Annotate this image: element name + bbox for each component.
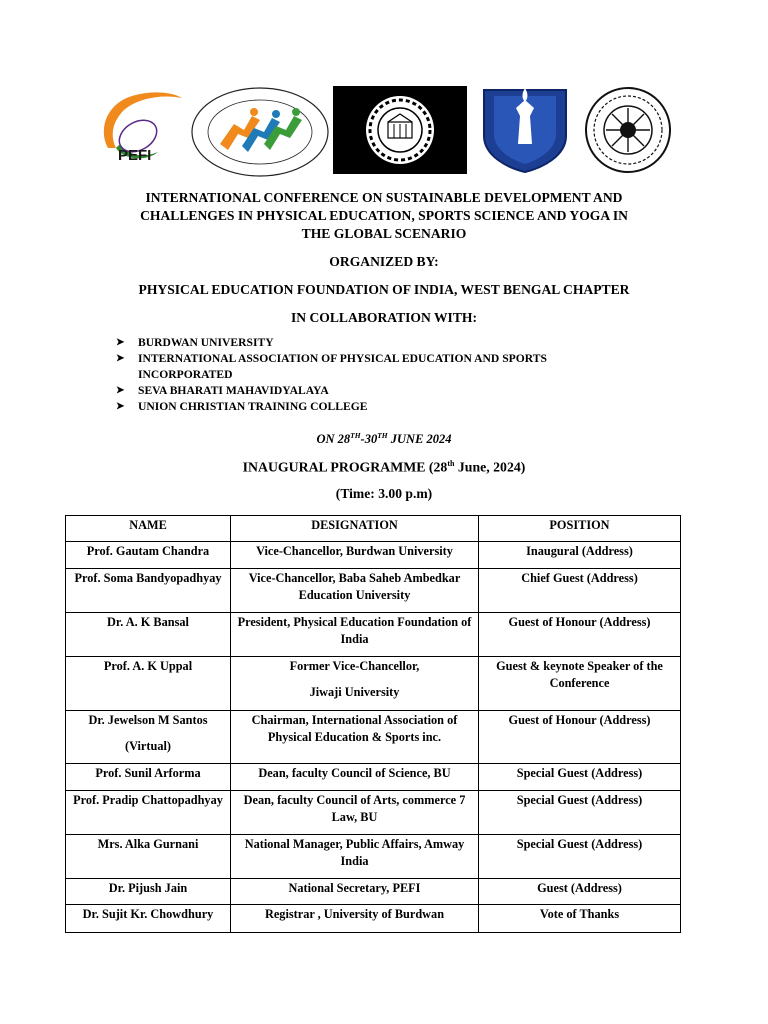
cell-position: Guest of Honour (Address) bbox=[479, 613, 681, 657]
iapesi-logo bbox=[190, 86, 330, 178]
cell-designation: Vice-Chancellor, Baba Saheb Ambedkar Education University bbox=[231, 569, 479, 613]
table-row bbox=[66, 613, 681, 657]
cell-name: Dr. Sujit Kr. Chowdhury bbox=[66, 905, 231, 933]
table-row bbox=[66, 905, 681, 933]
cell-position: Special Guest (Address) bbox=[479, 764, 681, 791]
svg-text:PEFI: PEFI bbox=[118, 147, 152, 164]
column-header-designation: DESIGNATION bbox=[231, 516, 479, 542]
cell-position: Special Guest (Address) bbox=[479, 835, 681, 879]
table-row bbox=[66, 569, 681, 613]
organizer-name: PHYSICAL EDUCATION FOUNDATION OF INDIA, WEST BENGAL CHAPTER bbox=[138, 282, 630, 297]
cell-designation: President, Physical Education Foundation of India bbox=[231, 613, 479, 657]
cell-name: Dr. Pijush Jain bbox=[66, 879, 231, 905]
list-item: ➤ SEVA BHARATI MAHAVIDYALAYA bbox=[116, 384, 329, 397]
cell-position: Guest of Honour (Address) bbox=[479, 711, 681, 764]
cell-position: Vote of Thanks bbox=[479, 905, 681, 933]
cell-designation: Former Vice-Chancellor, Jiwaji University bbox=[231, 657, 479, 711]
cell-designation: Chairman, International Association of Physical Education & Sports inc. bbox=[231, 711, 479, 764]
list-item: ➤ BURDWAN UNIVERSITY bbox=[116, 336, 274, 349]
table-row bbox=[66, 791, 681, 835]
cell-designation: Registrar , University of Burdwan bbox=[231, 905, 479, 933]
cell-designation: Dean, faculty Council of Science, BU bbox=[231, 764, 479, 791]
programme-table bbox=[65, 515, 681, 933]
table-row bbox=[66, 657, 681, 711]
cell-name: Prof. Gautam Chandra bbox=[66, 542, 231, 569]
programme-title: INAUGURAL PROGRAMME (28th June, 2024) bbox=[242, 459, 526, 475]
cell-name: Dr. Jewelson M Santos (Virtual) bbox=[66, 711, 231, 764]
cell-name: Dr. A. K Bansal bbox=[66, 613, 231, 657]
cell-name: Prof. Pradip Chattopadhyay bbox=[66, 791, 231, 835]
list-item: ➤ UNION CHRISTIAN TRAINING COLLEGE bbox=[116, 400, 368, 413]
logo-strip bbox=[92, 86, 682, 178]
column-header-position: POSITION bbox=[479, 516, 681, 542]
cell-designation: Vice-Chancellor, Burdwan University bbox=[231, 542, 479, 569]
conference-date: ON 28TH-30TH JUNE 2024 bbox=[316, 431, 452, 447]
table-row bbox=[66, 542, 681, 569]
arrow-bullet-icon: ➤ bbox=[116, 353, 125, 364]
table-row bbox=[66, 711, 681, 764]
table-header-row bbox=[66, 516, 681, 542]
cell-name: Mrs. Alka Gurnani bbox=[66, 835, 231, 879]
cell-name: Prof. Soma Bandyopadhyay bbox=[66, 569, 231, 613]
cell-position: Guest (Address) bbox=[479, 879, 681, 905]
table-row bbox=[66, 764, 681, 791]
table-row bbox=[66, 879, 681, 905]
conference-title-line-3: THE GLOBAL SCENARIO bbox=[301, 226, 467, 241]
conference-title-line-2: CHALLENGES IN PHYSICAL EDUCATION, SPORTS SCIENCE AND YOGA IN bbox=[140, 208, 628, 223]
cell-designation: Dean, faculty Council of Arts, commerce 7 Law, BU bbox=[231, 791, 479, 835]
collaboration-label: IN COLLABORATION WITH: bbox=[290, 310, 478, 325]
column-header-name: NAME bbox=[66, 516, 231, 542]
cell-name: Prof. Sunil Arforma bbox=[66, 764, 231, 791]
arrow-bullet-icon: ➤ bbox=[116, 385, 125, 396]
cell-designation: National Secretary, PEFI bbox=[231, 879, 479, 905]
list-item: ➤ INTERNATIONAL ASSOCIATION OF PHYSICAL EDUCATION AND SPORTS INCORPORATED bbox=[116, 352, 547, 381]
cell-position: Chief Guest (Address) bbox=[479, 569, 681, 613]
seva-bharati-logo bbox=[584, 86, 672, 174]
cell-name: Prof. A. K Uppal bbox=[66, 657, 231, 711]
organized-by-label: ORGANIZED BY: bbox=[329, 254, 439, 269]
arrow-bullet-icon: ➤ bbox=[116, 337, 125, 348]
cell-position: Special Guest (Address) bbox=[479, 791, 681, 835]
programme-time: (Time: 3.00 p.m) bbox=[335, 486, 433, 501]
union-christian-college-logo bbox=[480, 86, 570, 174]
table-row bbox=[66, 835, 681, 879]
burdwan-university-logo bbox=[333, 86, 467, 174]
pefi-logo bbox=[92, 86, 184, 172]
cell-designation: National Manager, Public Affairs, Amway India bbox=[231, 835, 479, 879]
conference-title-line-1: INTERNATIONAL CONFERENCE ON SUSTAINABLE DEVELOPMENT AND bbox=[145, 190, 623, 205]
cell-position: Inaugural (Address) bbox=[479, 542, 681, 569]
collaborators-list bbox=[116, 335, 636, 415]
arrow-bullet-icon: ➤ bbox=[116, 401, 125, 412]
cell-position: Guest & keynote Speaker of the Conference bbox=[479, 657, 681, 711]
